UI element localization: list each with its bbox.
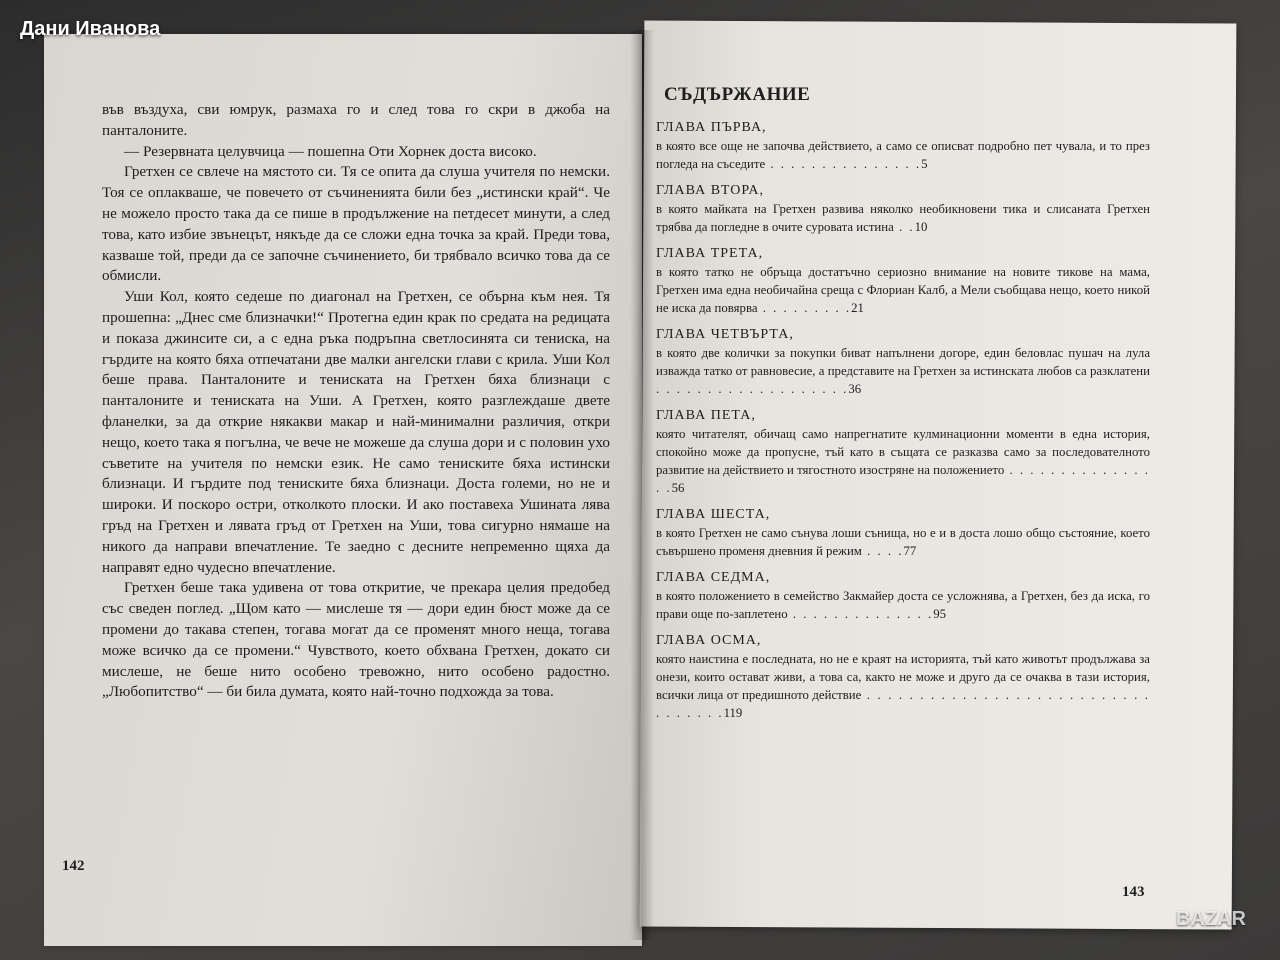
leader-dots: . . . . . . . . . . . . . . . (765, 157, 922, 171)
toc-entry (656, 507, 1150, 560)
toc-entry (656, 246, 1150, 317)
paragraph: Гретхен се свлече на мястото си. Тя се опита да слуша учителя по немски. Тоя се оплакваше, че повечето от съчиненията били без „истински край“. Че не можело просто така да се пише в продължение на петдесет минути, а след това, като избие звънецът, някъде да се сложи една точка за край. Преди това, казваше той, преди да се започне съчинението, би трябвало всичко това да се обмисли. (102, 163, 610, 285)
chapter-page: 21 (851, 301, 864, 315)
chapter-page: 119 (723, 706, 743, 720)
leader-dots: . . (893, 220, 915, 234)
left-page-text (102, 100, 610, 703)
toc-entry (656, 327, 1150, 398)
paragraph: Гретхен беше така удивена от това откритие, че прекара целия предобед със сведен поглед. „Щом като — мислеше тя — дори един бюст може да се промени до такава степен, тогава могат да се променят много неща, тогава може всичко да се промени.“ Чувството, което обхвана Гретхен, докато си мислеше, не беше нито особено тревожно, нито особено радостно. „Любопитство“ — би била думата, която най-точно подхожда за това. (102, 579, 610, 701)
chapter-description: която наистина е последната, но не е краят на историята, тъй като животът продължава за онези, които остават живи, а това са, както не може и друго да се очаква в тази история, всички лица от предишното действие (656, 652, 1150, 702)
chapter-heading: ГЛАВА СЕДМА, (656, 570, 771, 585)
chapter-heading: ГЛАВА ВТОРА, (656, 183, 764, 198)
chapter-description: в която все още не започва действието, а само се описват подробно пет чувала, и то през погледа на съседите (656, 139, 1150, 171)
toc-entry (656, 120, 1150, 173)
leader-dots: . . . . . . . . . . . . . . . . (656, 463, 1150, 495)
chapter-heading: ГЛАВА ПЪРВА, (656, 120, 767, 135)
seller-name-watermark: Дани Иванова (20, 18, 161, 40)
paragraph: във въздуха, сви юмрук, размаха го и след това го скри в джоба на панталоните. (102, 101, 610, 139)
chapter-description: в която татко не обръща достатъчно сериозно внимание на новите тикове на мама, Гретхен има една необичайна среща с Флориан Калб, а Мели съобщава нещо, което никой не иска да повярва (656, 265, 1150, 315)
paragraph: Уши Кол, която седеше по диагонал на Гретхен, се обърна към нея. Тя прошепна: „Днес сме близначки!“ Протегна един крак по средата на редицата и показа джинсите си, а с една ръка подръпна светлосинята си тениска, на гърдите на която бяха отпечатани две малки ангелски глави с крила. Уши Кол беше права. Панталоните и тениската на Гретхен бяха близнаци с панталоните и тениската на Уши. А Гретхен, която разглеждаше двете фланелки, за да открие някакви макар и най-минимални различия, откри нещо, което така я погълна, че вече не можеше да слуша дори и с половин ухо съветите на учителя по немски език. Не само тениските бяха истински близнаци. И гърдите под тениските бяха близнаци. Доста големи, но не и широки. И поскоро остри, отколкото плоски. И ако поставеха Ушината лява гръд на Гретхен и лявата гръд от Гретхен на Уши, това сигурно нямаше на никого да направи впечатление. Те заедно с десните непременно щяха да направят едно чудесно впечатление. (102, 288, 610, 576)
table-of-contents (656, 84, 1150, 732)
chapter-description: в която майката на Гретхен развива няколко необикновени тика и слисаната Гретхен трябва да погледне в очите суровата истина (656, 202, 1150, 234)
chapter-heading: ГЛАВА ОСМА, (656, 633, 762, 648)
toc-entry (656, 408, 1150, 497)
chapter-description: в която Гретхен не само сънува лоши сънища, но е и в доста лошо общо състояние, което съвършено променя дневния й режим (656, 526, 1150, 558)
chapter-page: 95 (933, 607, 947, 621)
chapter-page: 56 (671, 481, 685, 495)
left-page-number: 142 (62, 858, 85, 874)
chapter-heading: ГЛАВА ПЕТА, (656, 408, 756, 423)
chapter-heading: ГЛАВА ТРЕТА, (656, 246, 764, 261)
chapter-page: 5 (921, 157, 928, 171)
toc-entry (656, 570, 1150, 623)
chapter-page: 36 (848, 382, 862, 396)
chapter-page: 10 (914, 220, 928, 234)
chapter-description: в която положението в семейство Закмайер доста се усложнява, а Гретхен, без да иска, го прави още по-заплетено (656, 589, 1150, 621)
toc-entry (656, 183, 1150, 236)
leader-dots: . . . . . . . . . . . . . . . . . . . (656, 382, 849, 396)
leader-dots: . . . . . . . . . . . . . . . . . . . . . . . . . . . . . . . . . . (656, 688, 1150, 720)
book-gutter (630, 30, 654, 940)
chapter-heading: ГЛАВА ШЕСТА, (656, 507, 771, 522)
chapter-description: която читателят, обичащ само напрегнатите кулминационни моменти в една история, спокойно може да пропусне, тъй като в същата се разказва само за последователното развитие на действието и тягостното изостряне на положението (656, 427, 1150, 477)
paragraph: — Резервната целувчица — пошепна Оти Хорнек доста високо. (124, 142, 537, 160)
toc-title: СЪДЪРЖАНИЕ (664, 84, 811, 105)
leader-dots: . . . . . . . . . (757, 301, 852, 315)
toc-entry (656, 633, 1150, 722)
chapter-heading: ГЛАВА ЧЕТВЪРТА, (656, 327, 794, 342)
right-page-number: 143 (1122, 884, 1145, 900)
leader-dots: . . . . . . . . . . . . . . (787, 607, 934, 621)
leader-dots: . . . . (861, 544, 904, 558)
chapter-page: 77 (903, 544, 917, 558)
bazar-logo: BAZAR (1176, 908, 1246, 930)
chapter-description: в която две колички за покупки биват напълнени догоре, един беловлас пушач на лула изважда татко от равновесие, а представите на Гретхен за истинската любов са разклатени (656, 346, 1150, 378)
